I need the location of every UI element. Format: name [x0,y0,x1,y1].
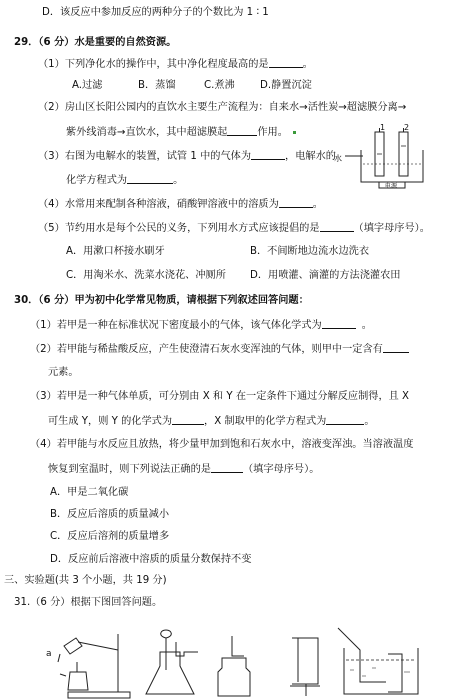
q30-p4-option-d: D．反应前后溶液中溶质的质量分数保持不变 [50,554,252,565]
answer-blank[interactable] [172,414,204,425]
answer-blank[interactable] [251,149,285,160]
q30-p3-line1: （3）若甲是一种气体单质，可分别由 X 和 Y 在一定条件下通过分解反应制得，且 X [30,391,410,402]
q30-p4-option-c: C．反应后溶剂的质量增多 [50,531,170,542]
fig-power-label: 电源 [385,183,398,190]
q29-p1: （1）下列净化水的操作中，其中净化程度最高的是 。 [38,59,313,70]
q30-p4-line1: （4）若甲能与水反应且放热，将少量甲加到饱和石灰水中，溶液变浑浊。当溶液温度 [30,439,414,450]
answer-blank[interactable] [211,462,243,473]
option-d-text: D．该反应中参加反应的两种分子的个数比为 1 ∶ 1 [42,7,269,18]
q29-p5-option-c: C．用淘米水、洗菜水浇花、冲厕所 [66,270,226,281]
section-3-heading: 三、实验题(共 3 个小题，共 19 分) [4,575,167,586]
answer-blank[interactable] [279,197,313,208]
answer-blank[interactable] [383,342,409,353]
q30-p4-line2: 恢复到室温时，则下列说法正确的是 （填字母序号）。 [48,464,320,475]
electrolysis-apparatus-figure [345,124,437,190]
q29-p4: （4）水常用来配制各种溶液，硝酸钾溶液中的溶质为 。 [38,199,323,210]
q29-p2-line2: 紫外线消毒→直饮水，其中超滤膜起 作用。 [66,125,296,139]
q29-p1-option-c: C.煮沸 [204,80,235,91]
q30-title: 30．（6 分）甲为初中化学常见物质，请根据下列叙述回答问题： [14,295,309,306]
fig-tube1-label: 1 [380,123,386,132]
fig-water-label: 水 [334,154,342,163]
answer-blank[interactable] [320,221,354,232]
q29-p5: （5）节约用水是每个公民的义务，下列用水方式应该提倡的是 （填字母序号）。 [38,223,430,234]
answer-blank[interactable] [269,57,303,68]
answer-blank[interactable] [127,173,173,184]
q29-p1-option-a: A.过滤 [72,80,103,91]
q30-p3-line2: 可生成 Y，则 Y 的化学式为 ，X 制取甲的化学方程式为 。 [48,416,375,427]
q29-title: 29．（6 分）水是重要的自然资源。 [14,37,177,48]
answer-blank[interactable] [227,125,257,136]
q30-p2-line2: 元素。 [48,367,79,378]
q29-p5-option-a: A．用漱口杯接水刷牙 [66,246,165,257]
q29-p3-line1: （3）右图为电解水的装置，试管 1 中的气体为 ，电解水的 [38,151,336,162]
q29-p3-line2: 化学方程式为 。 [66,175,184,186]
fig-label-a: a [46,649,52,659]
answer-blank[interactable] [326,414,364,425]
q29-p1-option-d: D.静置沉淀 [260,80,312,91]
q30-p4-option-b: B．反应后溶质的质量减小 [50,509,170,520]
q29-p1-option-b: B．蒸馏 [138,80,176,91]
lab-apparatus-figure [0,610,453,700]
q31-title: 31.（6 分）根据下图回答问题。 [14,597,163,608]
q30-p2-line1: （2）若甲能与稀盐酸反应，产生使澄清石灰水变浑浊的气体，则甲中一定含有 [30,342,409,356]
q29-p5-option-d: D．用喷灌、滴灌的方法浇灌农田 [250,270,401,281]
answer-blank[interactable] [322,318,356,329]
q30-p1: （1）若甲是一种在标准状况下密度最小的气体，该气体化学式为 。 [30,320,372,331]
q29-p5-option-b: B．不间断地边流水边洗衣 [250,246,370,257]
fig-tube2-label: 2 [404,123,410,132]
q29-p2-line1: （2）房山区长阳公园内的直饮水主要生产流程为：自来水→活性炭→超滤膜分离→ [38,102,407,113]
q30-p4-option-a: A．甲是二氧化碳 [50,487,129,498]
